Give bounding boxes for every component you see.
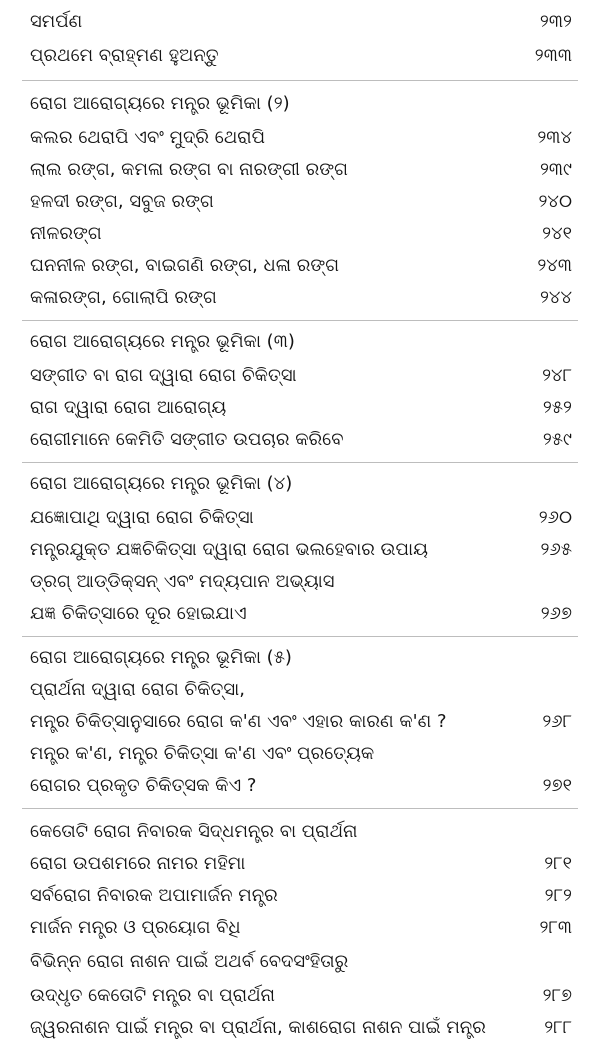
toc-entry <box>0 426 600 454</box>
entry-title: ଘନନୀଳ ରଙ୍ଗ, ବାଇଗଣି ରଙ୍ଗ, ଧଳା ରଙ୍ଗ <box>30 255 340 276</box>
entry-title: ପ୍ରଥମେ ବ୍ରାହ୍ମଣ ହୁଅନ୍ତୁ <box>30 45 219 66</box>
entry-title: ମନ୍ତ୍ର କ'ଣ, ମନ୍ତ୍ର ଚିକିତ୍ସା କ'ଣ ଏବଂ ପ୍ରତ୍ୟେକ <box>30 743 375 764</box>
toc-entry <box>0 394 600 422</box>
entry-title: ରୋଗ ଉପଶମରେ ନାମର ମହିମା <box>30 853 246 874</box>
toc-entry <box>0 536 600 564</box>
toc-entry <box>0 156 600 184</box>
toc-entry <box>0 568 600 596</box>
entry-page-number: ୨୪୧ <box>542 223 572 244</box>
toc-entry <box>0 708 600 736</box>
entry-title: ସର୍ବରୋଗ ନିବାରକ ଅପାମାର୍ଜନ ମନ୍ତ୍ର <box>30 885 278 906</box>
section-heading <box>0 470 600 498</box>
entry-page-number: ୨୮୮ <box>544 1017 572 1038</box>
toc-entry <box>0 42 600 70</box>
toc-entry <box>0 850 600 878</box>
entry-title: ଉଦ୍ଧୃତ କେତୋଟି ମନ୍ତ୍ର ବା ପ୍ରାର୍ଥନା <box>30 985 276 1006</box>
section-divider <box>22 320 578 321</box>
entry-title: ନୀଳରଙ୍ଗ <box>30 223 102 244</box>
entry-page-number: ୨୩୩ <box>534 45 572 66</box>
entry-title: ରୋଗର ପ୍ରକୃତ ଚିକିତ୍ସକ କିଏ ? <box>30 775 257 796</box>
entry-page-number: ୨୩୨ <box>539 11 572 32</box>
toc-entry <box>0 676 600 704</box>
toc-entry <box>0 124 600 152</box>
section-heading-text: କେତୋଟି ରୋଗ ନିବାରକ ସିଦ୍ଧମନ୍ତ୍ର ବା ପ୍ରାର୍ଥନା <box>30 821 358 842</box>
entry-page-number: ୨୪୦ <box>538 191 572 212</box>
entry-title: ଯଜ୍ଞୋପାଥି ଦ୍ୱାରା ରୋଗ ଚିକିତ୍ସା <box>30 507 254 528</box>
entry-title: ହଳଦୀ ରଙ୍ଗ, ସବୁଜ ରଙ୍ଗ <box>30 191 214 212</box>
toc-entry <box>0 8 600 36</box>
section-divider <box>22 636 578 637</box>
toc-entry <box>0 882 600 910</box>
entry-page-number: ୨୪୮ <box>542 365 572 386</box>
entry-page-number: ୨୫୯ <box>542 429 572 450</box>
toc-entry <box>0 252 600 280</box>
entry-page-number: ୨୫୨ <box>542 397 572 418</box>
entry-page-number: ୨୬୮ <box>542 711 572 732</box>
entry-title: ମାର୍ଜନ ମନ୍ତ୍ର ଓ ପ୍ରୟୋଗ ବିଧି <box>30 917 241 938</box>
entry-title: ପ୍ରାର୍ଥନା ଦ୍ୱାରା ରୋଗ ଚିକିତ୍ସା, <box>30 679 245 700</box>
entry-title: ବିଭିନ୍ନ ରୋଗ ନାଶନ ପାଇଁ ଅଥର୍ବ ବେଦସଂହିତାରୁ <box>30 951 349 972</box>
entry-title: ଡ୍ରଗ୍ ଆଡ୍ଡିକ୍ସନ୍ ଏବଂ ମଦ୍ୟପାନ ଅଭ୍ୟାସ <box>30 571 335 592</box>
section-divider <box>22 462 578 463</box>
section-divider <box>22 80 578 81</box>
entry-page-number: ୨୮୧ <box>544 853 572 874</box>
toc-entry <box>0 362 600 390</box>
section-heading-text: ରୋଗ ଆରୋଗ୍ୟରେ ମନ୍ତ୍ର ଭୂମିକା (୫) <box>30 647 292 668</box>
section-heading <box>0 90 600 118</box>
entry-page-number: ୨୬୭ <box>540 603 572 624</box>
entry-page-number: ୨୪୩ <box>537 255 572 276</box>
entry-title: ମନ୍ତ୍ର ଚିକିତ୍ସାନୁସାରେ ରୋଗ କ'ଣ ଏବଂ ଏହାର କାରଣ କ'ଣ ? <box>30 711 447 732</box>
toc-entry <box>0 220 600 248</box>
section-heading <box>0 644 600 672</box>
entry-title: ଲାଲ ରଙ୍ଗ, କମଳା ରଙ୍ଗ ବା ନାରଙ୍ଗୀ ରଙ୍ଗ <box>30 159 349 180</box>
toc-entry <box>0 740 600 768</box>
section-heading-text: ରୋଗ ଆରୋଗ୍ୟରେ ମନ୍ତ୍ର ଭୂମିକା (୩) <box>30 331 295 352</box>
toc-entry <box>0 982 600 1010</box>
entry-page-number: ୨୪୪ <box>539 287 572 308</box>
entry-page-number: ୨୩୪ <box>537 127 572 148</box>
toc-entry <box>0 504 600 532</box>
toc-entry <box>0 600 600 628</box>
toc-entry <box>0 1014 600 1042</box>
entry-page-number: ୨୮୨ <box>544 885 572 906</box>
entry-title: ରୋଗୀମାନେ କେମିତି ସଙ୍ଗୀତ ଉପଚାର କରିବେ <box>30 429 344 450</box>
toc-entry <box>0 914 600 942</box>
entry-title: ମନ୍ତ୍ରଯୁକ୍ତ ଯଜ୍ଞଚିକିତ୍ସା ଦ୍ୱାରା ରୋଗ ଭଲହେବାର ଉପାୟ <box>30 539 428 560</box>
entry-title: ସମର୍ପଣ <box>30 11 83 32</box>
entry-title: ଜ୍ୱରନାଶନ ପାଇଁ ମନ୍ତ୍ର ବା ପ୍ରାର୍ଥନା, କାଶରୋଗ ନାଶନ ପାଇଁ ମନ୍ତ୍ର <box>30 1017 486 1038</box>
entry-page-number: ୨୬୦ <box>538 507 572 528</box>
entry-page-number: ୨୮୩ <box>539 917 572 938</box>
entry-title: କଲର ଥେରାପି ଏବଂ ମୁଦ୍ରି ଥେରାପି <box>30 127 266 148</box>
section-heading <box>0 328 600 356</box>
toc-entry <box>0 188 600 216</box>
entry-page-number: ୨୬୫ <box>540 539 572 560</box>
toc-entry <box>0 772 600 800</box>
entry-title: ଯଜ୍ଞ ଚିକିତ୍ସାରେ ଦୂର ହୋଇଯାଏ <box>30 603 247 624</box>
section-heading <box>0 818 600 846</box>
section-heading-text: ରୋଗ ଆରୋଗ୍ୟରେ ମନ୍ତ୍ର ଭୂମିକା (୨) <box>30 93 290 114</box>
entry-title: ସଙ୍ଗୀତ ବା ରାଗ ଦ୍ୱାରା ରୋଗ ଚିକିତ୍ସା <box>30 365 297 386</box>
entry-title: କଳାରଙ୍ଗ, ଗୋଲାପି ରଙ୍ଗ <box>30 287 217 308</box>
entry-page-number: ୨୮୭ <box>542 985 572 1006</box>
section-divider <box>22 808 578 809</box>
toc-entry <box>0 948 600 976</box>
entry-title: ରାଗ ଦ୍ୱାରା ରୋଗ ଆରୋଗ୍ୟ <box>30 397 227 418</box>
entry-page-number: ୨୭୧ <box>542 775 572 796</box>
entry-page-number: ୨୩୯ <box>539 159 572 180</box>
toc-entry <box>0 284 600 312</box>
section-heading-text: ରୋଗ ଆରୋଗ୍ୟରେ ମନ୍ତ୍ର ଭୂମିକା (୪) <box>30 473 293 494</box>
